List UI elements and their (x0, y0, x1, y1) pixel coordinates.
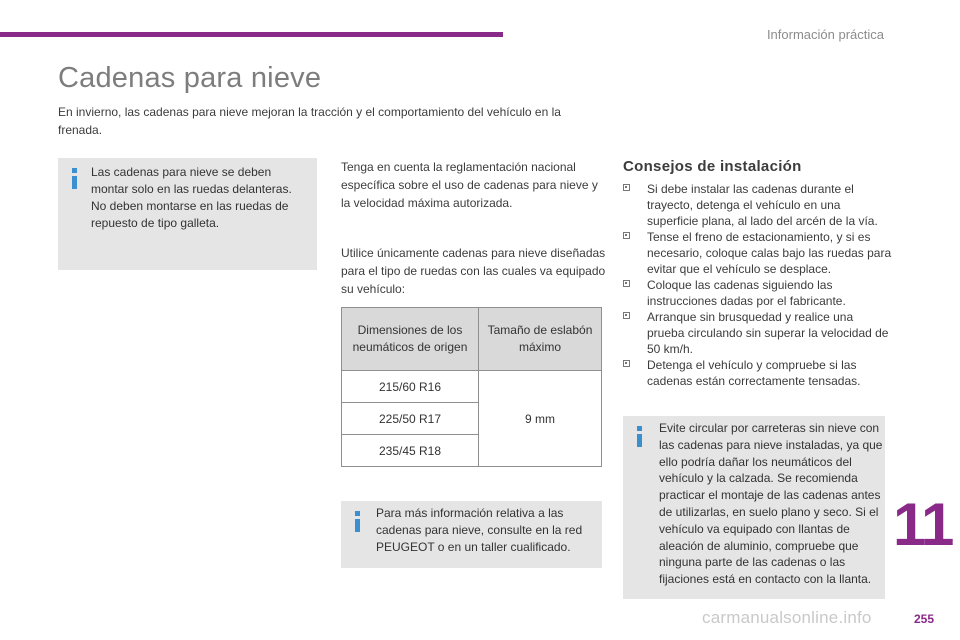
header-accent-bar (0, 32, 503, 37)
section-title: Información práctica (766, 27, 884, 42)
table-header-row (342, 308, 602, 371)
tip-text: Tense el freno de estacionamiento, y si es necesario, coloque calas bajo las ruedas para evitar que el vehículo se desplace. (647, 230, 892, 276)
regulation-paragraph: Tenga en cuenta la reglamentación nacional específica sobre el uso de cadenas para nieve y la velocidad máxima autorizada. (341, 160, 598, 210)
checkbox-bullet-icon (623, 360, 630, 367)
info-box-text: Las cadenas para nieve se deben montar solo en las ruedas delanteras. No deben montarse en las ruedas de repuesto de tipo galleta. (91, 165, 292, 230)
intro-paragraph: En invierno, las cadenas para nieve mejoran la tracción y el comportamiento del vehículo en la frenada. (58, 105, 561, 137)
link-size-cell: 9 mm (479, 371, 602, 467)
list-item (623, 357, 893, 389)
checkbox-bullet-icon (623, 184, 630, 191)
info-box-warning (623, 416, 885, 599)
tips-title: Consejos de instalación (623, 158, 802, 175)
watermark: carmanualsonline.info (702, 608, 872, 627)
checkbox-bullet-icon (623, 232, 630, 239)
tip-text: Coloque las cadenas siguiendo las instrucciones dadas por el fabricante. (647, 278, 846, 308)
table-header-link-size: Tamaño de eslabón máximo (479, 308, 602, 371)
info-box-dealer (341, 501, 602, 568)
list-item (623, 229, 893, 277)
info-box-text: Evite circular por carreteras sin nieve con las cadenas para nieve instaladas, ya que ello podría dañar los neumáticos del vehículo y la calzada. Se recomienda practicar el montaje de las cadenas antes de utilizarlas, en suelo plano y seco. Si el vehículo va equipado con llantas de aleación de aluminio, compruebe que ninguna parte de las cadenas o las fijaciones está en contacto con la llanta. (659, 421, 883, 587)
info-box-front-wheels (58, 158, 317, 270)
tip-text: Detenga el vehículo y compruebe si las cadenas están correctamente tensadas. (647, 358, 861, 388)
installation-tips-list (623, 181, 893, 389)
table-row (342, 371, 602, 403)
tire-size-cell: 225/50 R17 (342, 403, 479, 435)
table-header-tire-dimensions: Dimensiones de los neumáticos de origen (342, 308, 479, 371)
checkbox-bullet-icon (623, 280, 630, 287)
page-title: Cadenas para nieve (58, 62, 322, 94)
list-item (623, 309, 893, 357)
info-box-text: Para más información relativa a las cadenas para nieve, consulte en la red PEUGEOT o en un taller cualificado. (376, 506, 583, 554)
list-item (623, 181, 893, 229)
tire-size-cell: 235/45 R18 (342, 435, 479, 467)
tip-text: Arranque sin brusquedad y realice una prueba circulando sin superar la velocidad de 50 km/h. (647, 310, 889, 356)
page-number: 255 (914, 612, 935, 626)
chapter-number: 11 (893, 491, 953, 558)
chain-size-table (341, 307, 602, 467)
tip-text: Si debe instalar las cadenas durante el trayecto, detenga el vehículo en una superficie plana, al lado del arcén de la vía. (647, 182, 878, 228)
tire-size-cell: 215/60 R16 (342, 371, 479, 403)
list-item (623, 277, 893, 309)
checkbox-bullet-icon (623, 312, 630, 319)
chain-type-paragraph: Utilice únicamente cadenas para nieve diseñadas para el tipo de ruedas con las cuales va equipado su vehículo: (341, 246, 606, 296)
